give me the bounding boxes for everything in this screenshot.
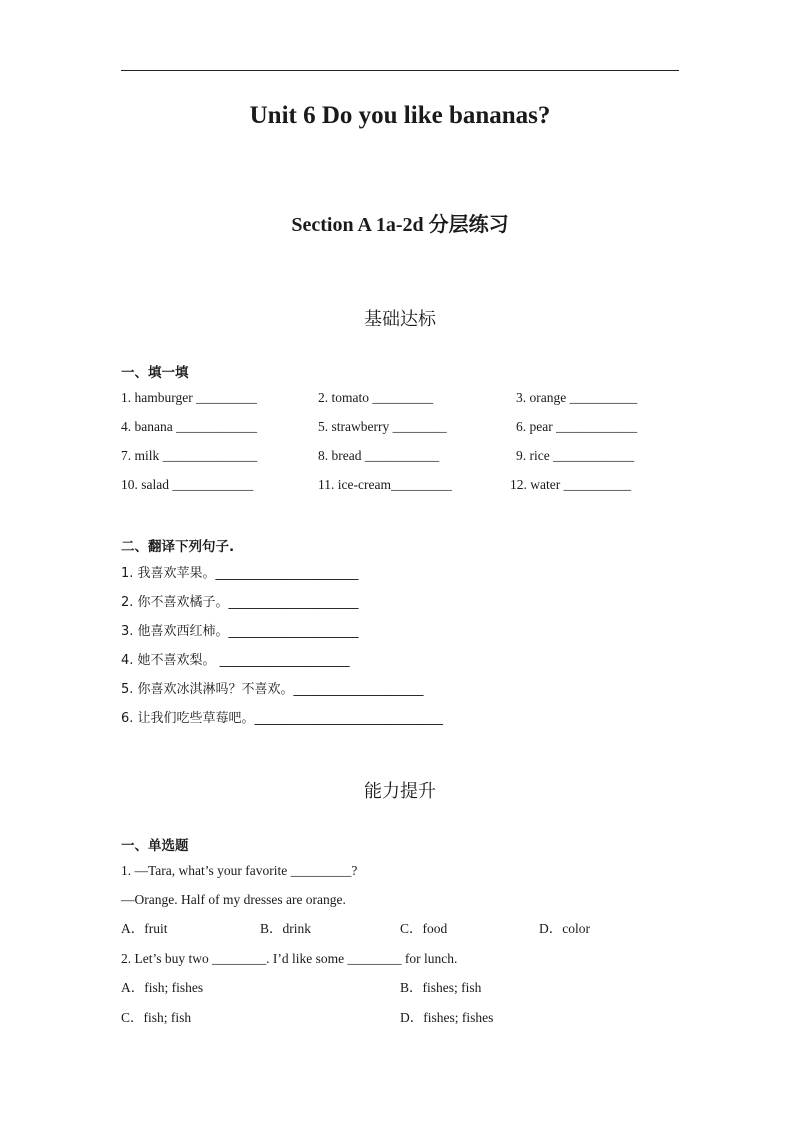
- fill-item: 9. rice ____________: [516, 448, 635, 463]
- translate-item: 1. 我喜欢苹果。______________________: [121, 566, 359, 581]
- q2-option-b: B．fishes; fish: [400, 980, 482, 995]
- fill-item: 6. pear ____________: [516, 419, 638, 434]
- page-title: Unit 6 Do you like bananas?: [249, 102, 551, 129]
- q2-option-a: A．fish; fishes: [121, 980, 204, 995]
- question-1-stem: 1. —Tara, what’s your favorite _________?: [121, 863, 358, 878]
- top-rule: [121, 70, 679, 71]
- question-2-stem: 2. Let’s buy two ________. I’d like some ________ for lunch.: [121, 951, 458, 966]
- fill-item: 2. tomato _________: [318, 390, 434, 405]
- q1-option-d: D．color: [539, 921, 590, 936]
- fill-item: 11. ice-cream_________: [318, 477, 452, 492]
- part2-heading: 能力提升: [364, 781, 436, 802]
- fill-item: 3. orange __________: [516, 390, 638, 405]
- q1-option-a: A．fruit: [121, 921, 168, 936]
- q2-option-d: D．fishes; fishes: [400, 1010, 494, 1025]
- fill-item: 12. water __________: [510, 477, 632, 492]
- translate-item: 6. 让我们吃些草莓吧。_____________________________: [121, 711, 444, 726]
- translate-item: 4. 她不喜欢梨。 ____________________: [121, 653, 350, 668]
- question-1-answer-line: —Orange. Half of my dresses are orange.: [121, 892, 346, 907]
- fill-item: 8. bread ___________: [318, 448, 440, 463]
- fill-heading: 一、填一填: [121, 365, 189, 381]
- choice-heading: 一、单选题: [121, 838, 189, 854]
- translate-item: 2. 你不喜欢橘子。____________________: [121, 595, 359, 610]
- q1-option-b: B．drink: [260, 921, 312, 936]
- fill-item: 1. hamburger _________: [121, 390, 257, 405]
- q1-option-c: C．food: [400, 921, 448, 936]
- fill-item: 10. salad ____________: [121, 477, 254, 492]
- fill-item: 7. milk ______________: [121, 448, 258, 463]
- q2-option-c: C．fish; fish: [121, 1010, 192, 1025]
- fill-item: 4. banana ____________: [121, 419, 258, 434]
- part1-heading: 基础达标: [364, 309, 436, 330]
- fill-item: 5. strawberry ________: [318, 419, 447, 434]
- translate-item: 3. 他喜欢西红柿。____________________: [121, 624, 359, 639]
- translate-item: 5. 你喜欢冰淇淋吗？不喜欢。____________________: [121, 682, 424, 697]
- translate-heading: 二、翻译下列句子.: [121, 539, 235, 555]
- page-subtitle: Section A 1a-2d 分层练习: [291, 214, 509, 236]
